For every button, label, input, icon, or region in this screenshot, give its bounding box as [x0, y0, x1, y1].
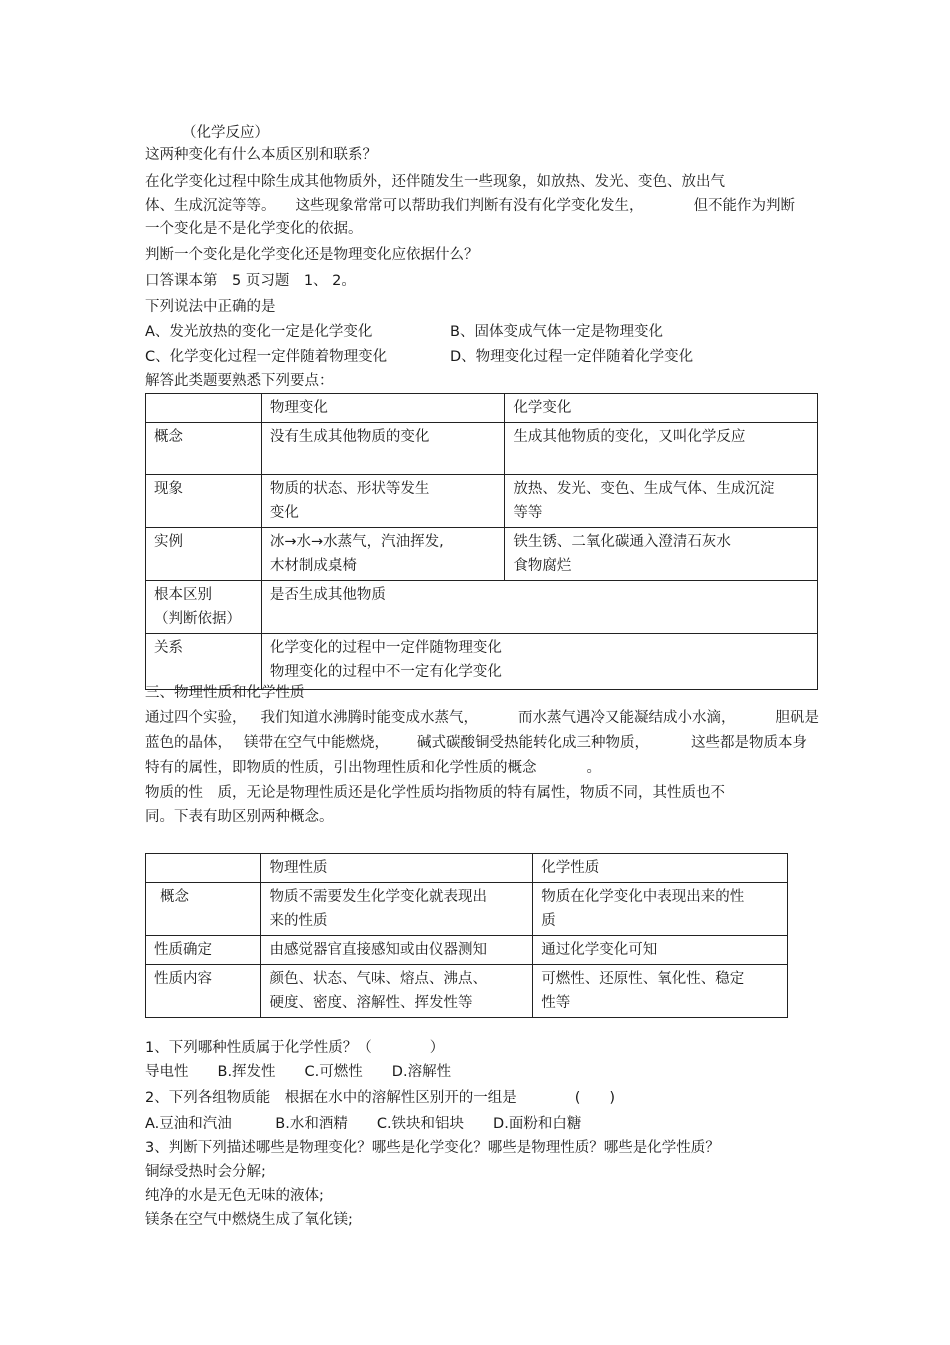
text-line: 一个变化是不是化学变化的依据。 [145, 221, 363, 237]
row-label: 概念 [146, 423, 262, 475]
table-cell [261, 634, 817, 690]
table-header: 化学性质 [533, 854, 788, 883]
question-1: 1、下列哪种性质属于化学性质？（ ） [145, 1040, 445, 1056]
comparison-table-changes [145, 393, 818, 690]
cell-line: 颜色、状态、气味、熔点、沸点、 [269, 971, 487, 987]
row-label: 性质内容 [146, 965, 261, 1018]
text-line: 在化学变化过程中除生成其他物质外，还伴随发生一些现象，如放热、发光、变色、放出气 [145, 174, 725, 190]
cell-line: 放热、发光、变色、生成气体、生成沉淀 [513, 481, 775, 497]
section-title: 三、物理性质和化学性质 [145, 685, 305, 701]
table-header: 物理变化 [261, 394, 504, 423]
text-line: 判断一个变化是化学变化还是物理变化应依据什么？ [145, 247, 479, 263]
table-header: 化学变化 [505, 394, 818, 423]
text-line [145, 758, 601, 778]
table-cell: 生成其他物质的变化，又叫化学反应 [505, 423, 818, 475]
cell-line: 可燃性、还原性、氧化性、稳定 [541, 971, 745, 987]
text-span: 特有的属性，即物质的性质，引出物理性质和化学性质的概念 [145, 760, 537, 776]
table-cell [261, 528, 504, 581]
question-3-item: 镁条在空气中燃烧生成了氧化镁; [145, 1212, 353, 1228]
option-a: A、发光放热的变化一定是化学变化 [145, 324, 373, 340]
table-cell: 通过化学变化可知 [533, 936, 788, 965]
cell-line: 来的性质 [269, 913, 328, 929]
text-span: 这些都是物质本身 [691, 735, 807, 751]
question-3-item: 铜绿受热时会分解; [145, 1164, 266, 1180]
text-span: 这些现象常常可以帮助我们判断有没有化学变化发生， [295, 198, 644, 214]
text-line: 同。下表有助区别两种概念。 [145, 809, 334, 825]
row-label: 现象 [146, 475, 262, 528]
table-cell [533, 883, 788, 936]
cell-line: 根本区别 [154, 587, 212, 603]
text-span: 碱式碳酸铜受热能转化成三种物质， [417, 735, 649, 751]
text-span: 但不能作为判断 [693, 198, 795, 214]
option-b: B、固体变成气体一定是物理变化 [450, 324, 663, 340]
text-span: 通过四个实验， [145, 710, 247, 726]
cell-line: 食物腐烂 [513, 558, 572, 574]
cell-line: 等等 [513, 505, 543, 521]
question-3: 3、判断下列描述哪些是物理变化？哪些是化学变化？哪些是物理性质？哪些是化学性质？ [145, 1140, 720, 1156]
table-cell [505, 475, 818, 528]
text-line [145, 196, 795, 216]
table-cell [261, 475, 504, 528]
row-label [146, 883, 261, 936]
question-2-options: A.豆油和汽油 B.水和酒精 C.铁块和铝块 D.面粉和白糖 [145, 1116, 582, 1132]
text-line: 解答此类题要熟悉下列要点： [145, 373, 334, 389]
table-cell [261, 883, 533, 936]
text-line: （化学反应） [182, 125, 269, 141]
row-label [146, 581, 262, 634]
cell-line: 物理变化的过程中不一定有化学变化 [269, 664, 502, 680]
text-line [145, 733, 807, 753]
cell-line: 冰→水→水蒸气，汽油挥发, [269, 534, 444, 550]
table-cell [146, 854, 261, 883]
text-line: 这两种变化有什么本质区别和联系？ [145, 147, 377, 163]
question-1-options: 导电性 B.挥发性 C.可燃性 D.溶解性 [145, 1064, 452, 1080]
table-cell [533, 965, 788, 1018]
cell-line: 木材制成桌椅 [269, 558, 357, 574]
cell-line: 铁生锈、二氧化碳通入澄清石灰水 [513, 534, 731, 550]
cell-line: 变化 [269, 505, 299, 521]
text-span: 我们知道水沸腾时能变成水蒸气， [260, 710, 478, 726]
row-label: 实例 [146, 528, 262, 581]
text-span: 蓝色的晶体， [145, 735, 232, 751]
cell-line: 物质的状态、形状等发生 [269, 481, 430, 497]
text-span: 而水蒸气遇冷又能凝结成小水滴， [518, 710, 736, 726]
option-d: D、物理变化过程一定伴随着化学变化 [450, 349, 694, 365]
table-cell: 由感觉器官直接感知或由仪器测知 [261, 936, 533, 965]
table-header: 物理性质 [261, 854, 533, 883]
text-line [145, 708, 819, 728]
cell-line: 物质不需要发生化学变化就表现出 [269, 889, 487, 905]
table-cell: 是否生成其他物质 [261, 581, 817, 634]
question-3-item: 纯净的水是无色无味的液体; [145, 1188, 324, 1204]
table-cell [505, 528, 818, 581]
comparison-table-properties [145, 853, 788, 1018]
table-cell [146, 394, 262, 423]
cell-line: 性等 [541, 995, 571, 1011]
cell-line: 化学变化的过程中一定伴随物理变化 [269, 640, 502, 656]
text-span: 体、生成沉淀等等。 [145, 198, 276, 214]
text-span: 镁带在空气中能燃烧， [244, 735, 389, 751]
cell-line: （判断依据） [154, 611, 241, 627]
cell-line: 硬度、密度、溶解性、挥发性等 [269, 995, 473, 1011]
text-line: 物质的性 质，无论是物理性质还是化学性质均指物质的特有属性，物质不同，其性质也不 [145, 785, 725, 801]
text-span: 。 [586, 760, 601, 776]
table-cell: 没有生成其他物质的变化 [261, 423, 504, 475]
table-cell [261, 965, 533, 1018]
row-label: 关系 [146, 634, 262, 690]
text-line: 下列说法中正确的是 [145, 299, 276, 315]
cell-line: 物质在化学变化中表现出来的性 [541, 889, 745, 905]
cell-line: 概念 [160, 889, 189, 905]
question-2: 2、下列各组物质能 根据在水中的溶解性区别开的一组是 ( ) [145, 1090, 616, 1106]
cell-line: 质 [541, 913, 556, 929]
row-label: 性质确定 [146, 936, 261, 965]
text-line: 口答课本第 5 页习题 1、 2。 [145, 273, 356, 289]
text-span: 胆矾是 [775, 710, 819, 726]
option-c: C、化学变化过程一定伴随着物理变化 [145, 349, 388, 365]
